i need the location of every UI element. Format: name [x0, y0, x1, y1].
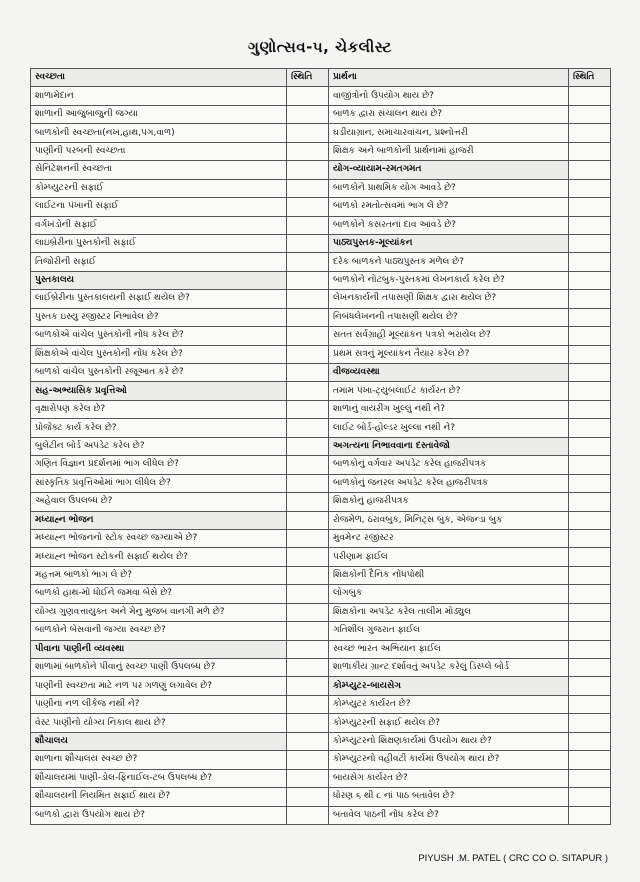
status-cell[interactable]	[569, 198, 611, 216]
status-cell[interactable]	[287, 437, 329, 455]
status-cell[interactable]	[569, 253, 611, 271]
status-cell[interactable]	[569, 345, 611, 363]
checklist-item: બાળકોનું વર્ગવાર અપડેટ કરેલ હાજરીપત્રક	[329, 456, 569, 474]
checklist-item: તમામ પંખા-ટ્યુબલાઈટ કાર્યરત છે?	[329, 382, 569, 400]
status-cell[interactable]	[287, 253, 329, 271]
table-row	[31, 640, 611, 658]
table-row	[31, 585, 611, 603]
table-row	[31, 382, 611, 400]
table-row	[31, 788, 611, 806]
section-heading: પુસ્તકાલય	[31, 271, 287, 289]
status-cell[interactable]	[569, 640, 611, 658]
status-cell[interactable]	[287, 659, 329, 677]
status-cell[interactable]	[287, 732, 329, 750]
table-row	[31, 751, 611, 769]
checklist-item: પરીણામ ફાઈલ	[329, 548, 569, 566]
section-heading: સહ-અભ્યાસિક પ્રવૃત્તિઓ	[31, 382, 287, 400]
status-cell[interactable]	[569, 585, 611, 603]
status-cell[interactable]	[569, 529, 611, 547]
status-cell[interactable]	[569, 493, 611, 511]
table-row	[31, 806, 611, 824]
status-cell[interactable]	[287, 640, 329, 658]
status-cell[interactable]	[569, 327, 611, 345]
checklist-item: શિક્ષકોના અપડેટ કરેલ તાલીમ મોડ્યુલ	[329, 603, 569, 621]
checklist-item: સેનિટેશનની સ્વચ્છતા	[31, 161, 287, 179]
header-status-right: સ્થિતિ	[569, 69, 611, 87]
checklist-item: શૌચાલયમાં પાણી-ડોલ-ફિનાઈલ-ટબ ઉપલબ્ધ છે?	[31, 769, 287, 787]
table-row	[31, 714, 611, 732]
author-credit: PIYUSH .M. PATEL ( CRC CO O. SITAPUR )	[418, 853, 608, 864]
status-cell[interactable]	[287, 234, 329, 252]
checklist-table	[30, 68, 611, 825]
status-cell[interactable]	[287, 161, 329, 179]
checklist-item: શિક્ષકોએ વાંચેલ પુસ્તકોની નોંધ કરેલ છે?	[31, 345, 287, 363]
status-cell[interactable]	[569, 179, 611, 197]
checklist-item: લાઇબ્રેરીના પુસ્તકોની સફાઈ	[31, 234, 287, 252]
checklist-item: લોગબુક	[329, 585, 569, 603]
checklist-item: શાળાનું વાયરીંગ ખુલ્લું નથી ને?	[329, 400, 569, 418]
status-cell[interactable]	[287, 474, 329, 492]
table-row	[31, 290, 611, 308]
table-row	[31, 529, 611, 547]
table-row	[31, 87, 611, 105]
checklist-item: બાળકોને પ્રાથમિક યોગ આવડે છે?	[329, 179, 569, 197]
header-cleanliness: સ્વચ્છતા	[31, 69, 287, 87]
checklist-item: સતત સર્વગ્રાહી મૂલ્યાંકન પત્રકો ભરાયેલ છે?	[329, 327, 569, 345]
status-cell[interactable]	[569, 400, 611, 418]
status-cell[interactable]	[569, 714, 611, 732]
checklist-item: શાળામાં બાળકોને પીવાનું સ્વચ્છ પાણી ઉપલબ્ધ છે?	[31, 659, 287, 677]
checklist-item: બતાવેલ પાઠની નોંધ કરેલ છે?	[329, 806, 569, 824]
status-cell[interactable]	[287, 105, 329, 123]
checklist-item: કોમ્પ્યુટરનો વહીવટી કાર્યમાં ઉપયોગ થાય છે?	[329, 751, 569, 769]
table-row	[31, 437, 611, 455]
table-row	[31, 695, 611, 713]
status-cell[interactable]	[287, 603, 329, 621]
status-cell[interactable]	[569, 511, 611, 529]
header-prayer: પ્રાર્થના	[329, 69, 569, 87]
checklist-item: શાળાના શૌચાલય સ્વચ્છ છે?	[31, 751, 287, 769]
status-cell[interactable]	[569, 732, 611, 750]
checklist-item: ગણિત વિજ્ઞાન પ્રદર્શનમાં ભાગ લીધેલ છે?	[31, 456, 287, 474]
status-cell[interactable]	[287, 566, 329, 584]
checklist-item: વૃક્ષારોપણ કરેલ છે?	[31, 400, 287, 418]
table-row	[31, 474, 611, 492]
table-row	[31, 622, 611, 640]
status-cell[interactable]	[569, 419, 611, 437]
status-cell[interactable]	[287, 198, 329, 216]
checklist-item: પાણીનાં નળ લીકેજ નથી ને?	[31, 695, 287, 713]
table-row	[31, 234, 611, 252]
status-cell[interactable]	[287, 419, 329, 437]
checklist-item: કોમ્પ્યુટરનો શિક્ષણકાર્યમાં ઉપયોગ થાય છે?	[329, 732, 569, 750]
status-cell[interactable]	[569, 659, 611, 677]
checklist-item: બાળક દ્વારા સંચાલન થાય છે?	[329, 105, 569, 123]
checklist-item: કોમ્પ્યુટરની સફાઈ	[31, 179, 287, 197]
checklist-item: તિજોરીની સફાઈ	[31, 253, 287, 271]
header-row	[31, 69, 611, 87]
table-row	[31, 142, 611, 160]
checklist-item: બાળકોનું જનરલ અપડેટ કરેલ હાજરીપત્રક	[329, 474, 569, 492]
table-row	[31, 364, 611, 382]
page-title: ગુણોત્સવ-૫, ચેકલીસ્ટ	[248, 38, 392, 56]
checklist-item: બાળકો રમતોત્સવમાં ભાગ લે છે?	[329, 198, 569, 216]
checklist-item: શાળામેદાન	[31, 87, 287, 105]
checklist-item: લાઈટ બોર્ડ-હોલ્ડર ખુલ્લા નથી ને?	[329, 419, 569, 437]
status-cell[interactable]	[287, 364, 329, 382]
status-cell[interactable]	[569, 474, 611, 492]
status-cell[interactable]	[287, 695, 329, 713]
checklist-item: કોમ્પ્યુટરની સફાઈ થયેલ છે?	[329, 714, 569, 732]
checklist-item: શિક્ષકોનું હાજરીપત્રક	[329, 493, 569, 511]
status-cell[interactable]	[287, 142, 329, 160]
checklist-item: ઘડીયાગ્રાન, સમાચારવાંચન, પ્રશ્નોત્તરી	[329, 124, 569, 142]
section-heading: વીજવ્યવસ્થા	[329, 364, 569, 382]
checklist-item: બાળકો દ્વારા ઉપયોગ થાય છે?	[31, 806, 287, 824]
status-cell[interactable]	[287, 308, 329, 326]
checklist-item: પાણીની પરબની સ્વચ્છતા	[31, 142, 287, 160]
checklist-item: શૌચાલયની નિયમિત સફાઈ થાય છે?	[31, 788, 287, 806]
checklist-item: પ્રથમ સત્રનું મૂલ્યાંકન તૈયાર કરેલ છે?	[329, 345, 569, 363]
checklist-item: વેસ્ટ પાણીનો યોગ્ય નિકાલ થાય છે?	[31, 714, 287, 732]
table-row	[31, 345, 611, 363]
checklist-item: કોમ્પ્યુટર કાર્યરત છે?	[329, 695, 569, 713]
checklist-item: બાળકો વાંચેલ પુસ્તકોની રજૂઆત કરે છે?	[31, 364, 287, 382]
section-heading: શૌચાલય	[31, 732, 287, 750]
status-cell[interactable]	[569, 622, 611, 640]
status-cell[interactable]	[569, 456, 611, 474]
status-cell[interactable]	[287, 806, 329, 824]
status-cell[interactable]	[569, 769, 611, 787]
status-cell[interactable]	[569, 142, 611, 160]
checklist-item: લાઈબ્રેરીના પુસ્તકાલયની સફાઈ થયેલ છે?	[31, 290, 287, 308]
checklist-item: રોજમેળ, ઠરાવબુક, મિનિટ્સ બુક, એજન્ડા બુક	[329, 511, 569, 529]
checklist-item: બાળકો હાથ-મો ધોઈને જમવા બેસે છે?	[31, 585, 287, 603]
checklist-item: દરેક બાળકને પાઠ્યપુસ્તક મળેલ છે?	[329, 253, 569, 271]
table-row	[31, 548, 611, 566]
table-row	[31, 124, 611, 142]
checklist-item: શિક્ષકોની દૈનિક નોંધપોથી	[329, 566, 569, 584]
checklist-item: મધ્યાહ્ન ભોજન સ્ટોકની સફાઈ થયેલ છે?	[31, 548, 287, 566]
section-heading: મધ્યાહ્ન ભોજન	[31, 511, 287, 529]
status-cell[interactable]	[287, 382, 329, 400]
status-cell[interactable]	[287, 216, 329, 234]
status-cell[interactable]	[287, 290, 329, 308]
table-row	[31, 456, 611, 474]
status-cell[interactable]	[569, 382, 611, 400]
table-row	[31, 105, 611, 123]
checklist-item: લાઈટના પંખાની સફાઈ	[31, 198, 287, 216]
status-cell[interactable]	[287, 327, 329, 345]
table-row	[31, 253, 611, 271]
table-row	[31, 216, 611, 234]
status-cell[interactable]	[287, 622, 329, 640]
checklist-item: મહત્તમ બાળકો ભાગ લે છે?	[31, 566, 287, 584]
status-cell[interactable]	[569, 308, 611, 326]
checklist-item: બુલેટીન બોર્ડ અપડેટ કરેલ છે?	[31, 437, 287, 455]
checklist-item: સ્વચ્છ ભારત અભિયાન ફાઈલ	[329, 640, 569, 658]
checklist-item: બાયસેગ કાર્યરત છે?	[329, 769, 569, 787]
checklist-item: નિબંધલેખનની તપાસણી થયેલ છે?	[329, 308, 569, 326]
section-heading: કોમ્પ્યુટર-બાયસેગ	[329, 677, 569, 695]
table-row	[31, 179, 611, 197]
section-heading: પાઠ્યપુસ્તક-મૂલ્યાંકન	[329, 234, 569, 252]
checklist-item: મુવમેન્ટ રજીસ્ટર	[329, 529, 569, 547]
checklist-item: યોગ્ય ગુણવત્તાયુક્ત અને મેનુ મુજબ વાનગી મળે છે?	[31, 603, 287, 621]
checklist-item: બાળકોએ વાંચેલ પુસ્તકોની નોંધ કરેલ છે?	[31, 327, 287, 345]
table-row	[31, 198, 611, 216]
status-cell[interactable]	[287, 271, 329, 289]
status-cell[interactable]	[287, 769, 329, 787]
status-cell[interactable]	[287, 788, 329, 806]
table-row	[31, 419, 611, 437]
checklist-item: વર્ગખંડોની સફાઈ	[31, 216, 287, 234]
checklist-item: ગતિશીલ ગુજરાત ફાઈલ	[329, 622, 569, 640]
status-cell[interactable]	[569, 234, 611, 252]
status-cell[interactable]	[287, 751, 329, 769]
status-cell[interactable]	[569, 105, 611, 123]
checklist-item: શાળાની આજુબાજુની જગ્યા	[31, 105, 287, 123]
status-cell[interactable]	[287, 124, 329, 142]
header-status-left: સ્થિતિ	[287, 69, 329, 87]
status-cell[interactable]	[287, 493, 329, 511]
table-row	[31, 769, 611, 787]
section-heading: અગત્યના નિભાવવાના દસ્તાવેજો	[329, 437, 569, 455]
table-row	[31, 659, 611, 677]
status-cell[interactable]	[569, 751, 611, 769]
status-cell[interactable]	[569, 806, 611, 824]
checklist-body	[31, 69, 611, 825]
status-cell[interactable]	[287, 400, 329, 418]
checklist-item: શિક્ષક અને બાળકોની પ્રાર્થનામાં હાજરી	[329, 142, 569, 160]
section-heading: પીવાના પાણીની વ્યવસ્થા	[31, 640, 287, 658]
table-row	[31, 161, 611, 179]
table-row	[31, 271, 611, 289]
status-cell[interactable]	[569, 603, 611, 621]
status-cell[interactable]	[287, 511, 329, 529]
checklist-item: બાળકોની સ્વચ્છતા(નખ,હાથ,પગ,વાળ)	[31, 124, 287, 142]
status-cell[interactable]	[569, 677, 611, 695]
checklist-item: પુસ્તક ઇસ્યુ રજીસ્ટર નિભાવેલ છે?	[31, 308, 287, 326]
checklist-item: બાળકોને બેસવાની જગ્યા સ્વચ્છ છે?	[31, 622, 287, 640]
status-cell[interactable]	[287, 179, 329, 197]
checklist-item: બાળકોને કસરતનાં દાવ આવડે છે?	[329, 216, 569, 234]
checklist-item: ધોરણ ૬ થી ૮ નાં પાઠ બતાવેલ છે?	[329, 788, 569, 806]
checklist-item: અહેવાલ ઉપલબ્ધ છે?	[31, 493, 287, 511]
table-row	[31, 511, 611, 529]
checklist-item: વાજીંત્રોનો ઉપયોગ થાય છે?	[329, 87, 569, 105]
status-cell[interactable]	[569, 788, 611, 806]
status-cell[interactable]	[287, 548, 329, 566]
checklist-item: પ્રોજેક્ટ કાર્ય કરેલ છે?	[31, 419, 287, 437]
status-cell[interactable]	[569, 124, 611, 142]
status-cell[interactable]	[287, 585, 329, 603]
status-cell[interactable]	[569, 695, 611, 713]
status-cell[interactable]	[569, 271, 611, 289]
status-cell[interactable]	[569, 87, 611, 105]
section-heading: યોગ-વ્યાયામ-રમતગમત	[329, 161, 569, 179]
checklist-item: લેખનકાર્યની તપાસણી શિક્ષક દ્વારા થયેલ છે?	[329, 290, 569, 308]
status-cell[interactable]	[569, 290, 611, 308]
table-row	[31, 400, 611, 418]
checklist-item: બાળકોને નોટબુક-પુસ્તકમાં લેખનકાર્ય કરેલ છે?	[329, 271, 569, 289]
status-cell[interactable]	[287, 677, 329, 695]
table-row	[31, 327, 611, 345]
status-cell[interactable]	[569, 548, 611, 566]
status-cell[interactable]	[287, 456, 329, 474]
status-cell[interactable]	[287, 87, 329, 105]
status-cell[interactable]	[287, 345, 329, 363]
status-cell[interactable]	[569, 161, 611, 179]
status-cell[interactable]	[569, 216, 611, 234]
table-row	[31, 566, 611, 584]
status-cell[interactable]	[569, 364, 611, 382]
checklist-item: શાળાકીય ગ્રાન્ટ દર્શાવતું અપડેટ કરેલું ડિસ્પ્લે બોર્ડ	[329, 659, 569, 677]
status-cell[interactable]	[287, 529, 329, 547]
status-cell[interactable]	[569, 437, 611, 455]
table-row	[31, 677, 611, 695]
status-cell[interactable]	[569, 566, 611, 584]
table-row	[31, 308, 611, 326]
checklist-item: મધ્યાહ્ન ભોજનનો સ્ટોક સ્વચ્છ જગ્યાએ છે?	[31, 529, 287, 547]
table-row	[31, 732, 611, 750]
table-row	[31, 493, 611, 511]
table-row	[31, 603, 611, 621]
checklist-item: સાંસ્કૃતિક પ્રવૃત્તિઓમાં ભાગ લીધેલ છે?	[31, 474, 287, 492]
checklist-item: પાણીની સ્વચ્છતા માટે નળ પર ગળણું લગાવેલ છે?	[31, 677, 287, 695]
status-cell[interactable]	[287, 714, 329, 732]
